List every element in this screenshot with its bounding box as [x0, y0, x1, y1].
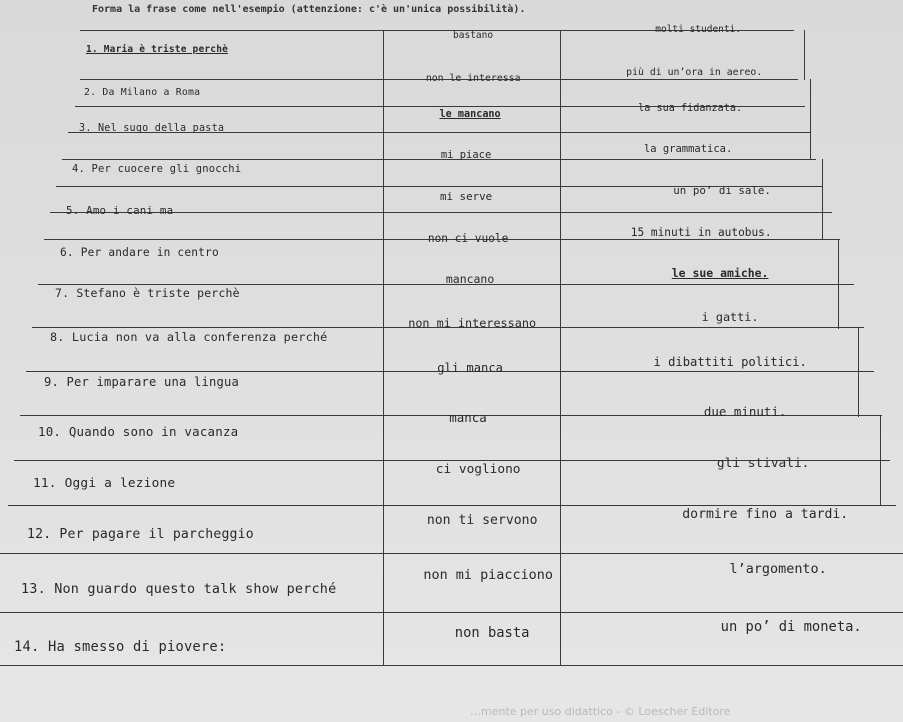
table-right-edge	[858, 327, 859, 417]
table-rule	[0, 665, 903, 666]
row-10-verb: manca	[449, 410, 487, 425]
table-right-edge	[838, 239, 839, 329]
table-right-edge	[804, 30, 805, 80]
row-2-ending: più di un’ora in aereo.	[626, 67, 763, 78]
row-3-clause: 3. Nel sugo della pasta	[79, 123, 225, 134]
table-rule	[0, 553, 903, 554]
row-1-ending: molti studenti.	[655, 24, 742, 35]
table-column-divider	[560, 30, 561, 665]
row-11-clause: 11. Oggi a lezione	[33, 476, 176, 491]
copyright-footer: …mente per uso didattico - © Loescher Editore	[470, 705, 731, 718]
row-5-ending: un po’ di sale.	[673, 184, 771, 197]
row-2-clause: 2. Da Milano a Roma	[84, 87, 201, 98]
table-right-edge	[880, 415, 881, 505]
row-3-ending: la sua fidanzata.	[638, 103, 743, 114]
row-6-ending: 15 minuti in autobus.	[630, 226, 772, 239]
row-1-clause: 1. Maria è triste perchè	[86, 44, 229, 55]
row-14-verb: non basta	[454, 625, 530, 641]
row-11-verb: ci vogliono	[435, 462, 521, 477]
row-1-verb: bastano	[453, 30, 494, 41]
row-9-ending: i dibattiti politici.	[653, 355, 807, 369]
row-7-ending: le sue amiche.	[671, 266, 769, 280]
exercise-instruction: Forma la frase come nell'esempio (attenzione: c'è un'unica possibilità).	[92, 4, 526, 15]
row-8-clause: 8. Lucia non va alla conferenza perché	[50, 330, 328, 344]
row-12-clause: 12. Per pagare il parcheggio	[27, 527, 254, 542]
row-10-clause: 10. Quando sono in vacanza	[38, 424, 239, 439]
row-14-ending: un po’ di moneta.	[720, 619, 862, 635]
table-rule	[62, 159, 816, 160]
row-13-clause: 13. Non guardo questo talk show perché	[21, 582, 337, 597]
row-10-ending: due minuti.	[703, 404, 787, 419]
row-5-verb: mi serve	[440, 190, 493, 203]
row-4-verb: mi piace	[440, 149, 492, 161]
row-3-verb: le mancano	[439, 109, 501, 120]
row-7-clause: 7. Stefano è triste perchè	[55, 286, 240, 300]
row-4-clause: 4. Per cuocere gli gnocchi	[72, 163, 242, 175]
row-14-clause: 14. Ha smesso di piovere:	[14, 639, 227, 655]
row-8-ending: i gatti.	[701, 310, 759, 324]
row-13-verb: non mi piacciono	[423, 568, 553, 583]
table-column-divider	[383, 30, 384, 665]
table-right-edge	[810, 79, 811, 159]
row-12-verb: non ti servono	[426, 513, 538, 528]
row-13-ending: l’argomento.	[729, 562, 827, 577]
row-6-verb: non ci vuole	[427, 232, 509, 245]
row-6-clause: 6. Per andare in centro	[60, 246, 219, 259]
row-4-ending: la grammatica.	[643, 143, 733, 155]
row-9-clause: 9. Per imparare una lingua	[44, 375, 239, 389]
table-right-edge	[822, 159, 823, 239]
table-rule	[8, 505, 896, 506]
row-11-ending: gli stivali.	[716, 456, 810, 471]
row-5-clause: 5. Amo i cani ma	[66, 204, 174, 217]
row-8-verb: non mi interessano	[408, 316, 537, 330]
row-9-verb: gli manca	[437, 361, 503, 375]
row-7-verb: mancano	[445, 272, 495, 286]
row-12-ending: dormire fino a tardi.	[682, 507, 849, 522]
table-rule	[0, 612, 903, 613]
row-2-verb: non le interessa	[425, 73, 521, 84]
